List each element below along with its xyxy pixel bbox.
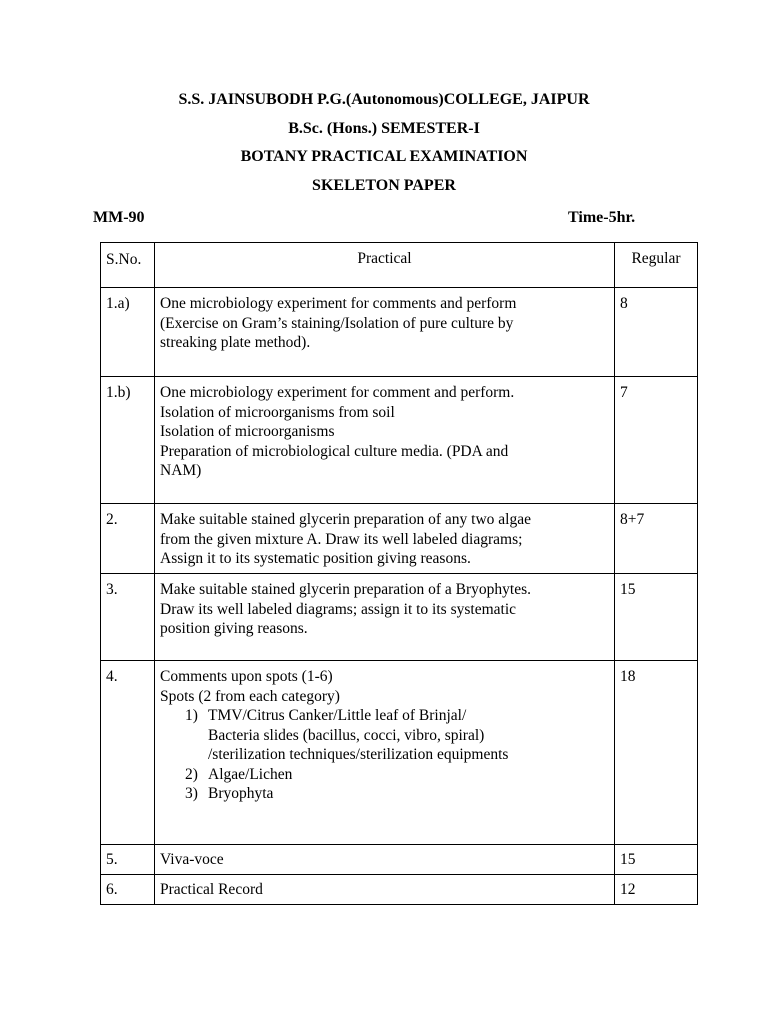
spot-continuation: /sterilization techniques/sterilization equipments <box>208 746 509 763</box>
row-practical <box>155 377 615 504</box>
row-marks: 15 <box>615 845 698 875</box>
spot-item <box>160 765 609 785</box>
practical-line: Draw its well labeled diagrams; assign it to its systematic <box>160 600 517 618</box>
row-practical <box>155 875 615 905</box>
practical-line: Comments upon spots (1-6) <box>160 668 333 685</box>
row-sno: 3. <box>101 574 155 661</box>
practical-line: Isolation of microorganisms <box>160 423 335 440</box>
spot-text: TMV/Citrus Canker/Little leaf of Brinjal/ <box>208 707 467 724</box>
spot-number: 3) <box>185 785 198 802</box>
table-row <box>101 377 698 504</box>
practical-line: Make suitable stained glycerin preparation of a Bryophytes. <box>160 581 532 598</box>
practical-line: (Exercise on Gram’s staining/Isolation of pure culture by <box>160 314 514 332</box>
paper-title: SKELETON PAPER <box>312 177 456 194</box>
practical-line: Spots (2 from each category) <box>160 687 340 705</box>
row-marks: 12 <box>615 875 698 905</box>
exam-title: BOTANY PRACTICAL EXAMINATION <box>240 148 528 165</box>
row-marks: 7 <box>615 377 698 504</box>
table-row <box>101 574 698 661</box>
spot-number: 2) <box>185 765 198 783</box>
row-marks: 15 <box>615 574 698 661</box>
row-sno: 1.a) <box>101 288 155 377</box>
practical-line: Make suitable stained glycerin preparation of any two algae <box>160 511 532 528</box>
row-marks: 18 <box>615 661 698 845</box>
practical-line: position giving reasons. <box>160 620 308 637</box>
row-sno: 5. <box>101 845 155 875</box>
row-practical <box>155 845 615 875</box>
row-practical <box>155 504 615 574</box>
row-marks: 8+7 <box>615 504 698 574</box>
spot-continuation: Bacteria slides (bacillus, cocci, vibro, spiral) <box>208 726 485 744</box>
course-title: B.Sc. (Hons.) SEMESTER-I <box>288 120 480 137</box>
spot-item <box>160 706 609 726</box>
header-regular: Regular <box>615 243 698 288</box>
table-header-row <box>101 243 698 288</box>
practical-line: Preparation of microbiological culture media. (PDA and <box>160 442 509 460</box>
header-sno: S.No. <box>101 243 155 288</box>
practical-line: streaking plate method). <box>160 334 311 351</box>
spot-text: Bryophyta <box>208 785 274 802</box>
practical-line: Assign it to its systematic position giving reasons. <box>160 550 471 567</box>
row-practical <box>155 661 615 845</box>
row-practical <box>155 288 615 377</box>
spot-text: Algae/Lichen <box>208 765 293 783</box>
row-sno: 6. <box>101 875 155 905</box>
table-row <box>101 661 698 845</box>
practical-line: Isolation of microorganisms from soil <box>160 403 395 421</box>
practical-line: Viva-voce <box>160 851 224 868</box>
college-name: S.S. JAINSUBODH P.G.(Autonomous)COLLEGE, JAIPUR <box>178 91 590 108</box>
max-marks: MM-90 <box>93 209 145 226</box>
table-row <box>101 288 698 377</box>
time-allowed: Time-5hr. <box>568 209 636 226</box>
spot-number: 1) <box>185 707 198 724</box>
spot-item <box>160 784 609 804</box>
table-row <box>101 504 698 574</box>
row-sno: 4. <box>101 661 155 845</box>
practical-table <box>100 242 698 905</box>
practical-line: from the given mixture A. Draw its well labeled diagrams; <box>160 530 523 548</box>
row-sno: 1.b) <box>101 377 155 504</box>
row-sno: 2. <box>101 504 155 574</box>
row-practical <box>155 574 615 661</box>
table-row <box>101 875 698 905</box>
practical-line: Practical Record <box>160 881 263 898</box>
practical-line: One microbiology experiment for comments and perform <box>160 295 517 312</box>
header-practical: Practical <box>155 243 615 288</box>
table-row <box>101 845 698 875</box>
row-marks: 8 <box>615 288 698 377</box>
practical-line: One microbiology experiment for comment and perform. <box>160 384 515 401</box>
practical-line: NAM) <box>160 462 202 479</box>
